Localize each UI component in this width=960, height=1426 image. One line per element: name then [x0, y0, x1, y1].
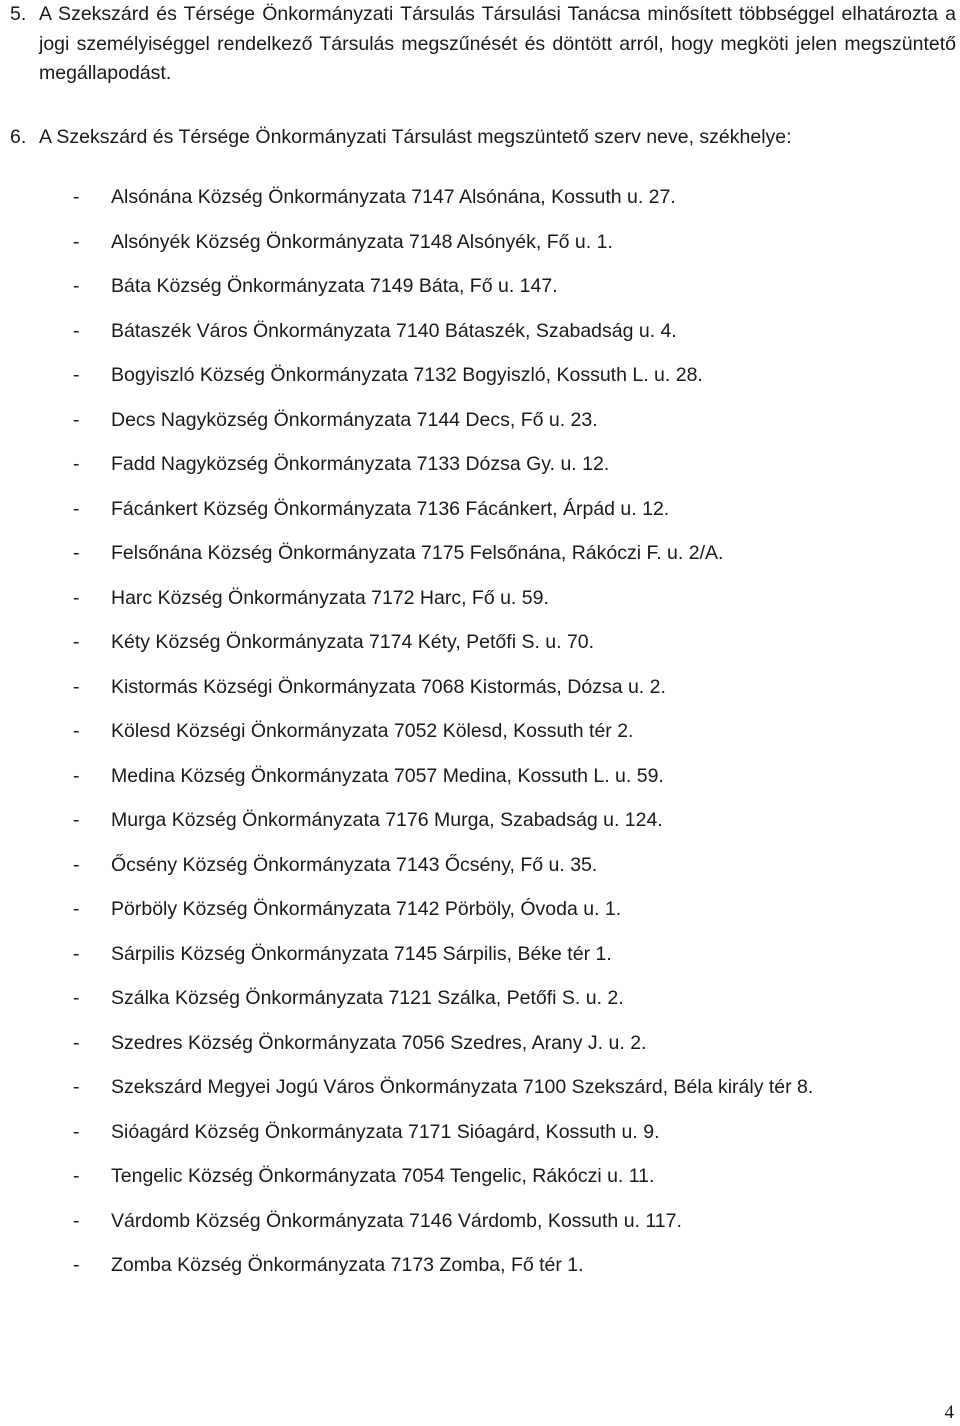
member-entry: Zomba Község Önkormányzata 7173 Zomba, Fő tér 1.	[111, 1254, 584, 1276]
member-entry: Őcsény Község Önkormányzata 7143 Őcsény, Fő u. 35.	[111, 853, 598, 876]
member-entry: Báta Község Önkormányzata 7149 Báta, Fő u. 147.	[111, 275, 558, 297]
member-entry: Bogyiszló Község Önkormányzata 7132 Bogyiszló, Kossuth L. u. 28.	[111, 364, 703, 386]
member-entry: Bátaszék Város Önkormányzata 7140 Bátaszék, Szabadság u. 4.	[111, 319, 677, 342]
list-item	[0, 984, 960, 1029]
list-item	[0, 183, 960, 228]
list-dash: -	[73, 675, 80, 698]
member-entry: Harc Község Önkormányzata 7172 Harc, Fő u. 59.	[111, 586, 549, 609]
member-municipality-list	[0, 183, 960, 1296]
list-item	[0, 539, 960, 584]
list-dash: -	[73, 1254, 80, 1276]
list-item	[0, 228, 960, 273]
list-dash: -	[73, 631, 80, 653]
page-number: 4	[944, 1402, 954, 1423]
list-dash: -	[73, 720, 80, 742]
list-dash: -	[73, 497, 80, 520]
list-dash: -	[73, 1209, 80, 1232]
list-item	[0, 317, 960, 362]
list-dash: -	[73, 364, 80, 386]
member-entry: Szedres Község Önkormányzata 7056 Szedres, Arany J. u. 2.	[111, 1031, 647, 1054]
list-dash: -	[73, 408, 80, 431]
numbered-paragraph-5	[10, 0, 956, 89]
list-item	[0, 895, 960, 940]
member-entry: Medina Község Önkormányzata 7057 Medina, Kossuth L. u. 59.	[111, 764, 664, 787]
list-item	[0, 806, 960, 851]
member-entry: Sárpilis Község Önkormányzata 7145 Sárpilis, Béke tér 1.	[111, 942, 612, 965]
member-entry: Decs Nagyközség Önkormányzata 7144 Decs, Fő u. 23.	[111, 408, 598, 431]
paragraph-text: A Szekszárd és Térsége Önkormányzati Társulást megszüntető szerv neve, székhelye:	[39, 126, 792, 148]
member-entry: Pörböly Község Önkormányzata 7142 Pörböly, Óvoda u. 1.	[111, 898, 622, 920]
member-entry: Murga Község Önkormányzata 7176 Murga, Szabadság u. 124.	[111, 809, 663, 831]
member-entry: Kistormás Községi Önkormányzata 7068 Kistormás, Dózsa u. 2.	[111, 675, 666, 698]
list-item	[0, 272, 960, 317]
list-item	[0, 717, 960, 762]
numbered-paragraph-6	[10, 123, 956, 153]
list-item	[0, 1251, 960, 1296]
list-item	[0, 584, 960, 629]
member-entry: Kölesd Községi Önkormányzata 7052 Kölesd, Kossuth tér 2.	[111, 720, 634, 742]
list-item	[0, 450, 960, 495]
list-item	[0, 1207, 960, 1252]
list-dash: -	[73, 809, 80, 831]
list-dash: -	[73, 1120, 80, 1143]
list-item	[0, 940, 960, 985]
paragraph-number: 6.	[10, 126, 27, 148]
list-dash: -	[73, 453, 80, 475]
list-item	[0, 361, 960, 406]
list-dash: -	[73, 898, 80, 920]
list-dash: -	[73, 186, 80, 208]
list-dash: -	[73, 1031, 80, 1054]
list-item	[0, 628, 960, 673]
list-item	[0, 1162, 960, 1207]
list-dash: -	[73, 230, 80, 253]
list-dash: -	[73, 987, 80, 1009]
member-entry: Alsónána Község Önkormányzata 7147 Alsónána, Kossuth u. 27.	[111, 186, 676, 208]
member-entry: Felsőnána Község Önkormányzata 7175 Felsőnána, Rákóczi F. u. 2/A.	[111, 542, 724, 564]
member-entry: Tengelic Község Önkormányzata 7054 Tengelic, Rákóczi u. 11.	[111, 1165, 655, 1187]
member-entry: Szekszárd Megyei Jogú Város Önkormányzata 7100 Szekszárd, Béla király tér 8.	[111, 1076, 814, 1098]
list-item	[0, 406, 960, 451]
member-entry: Kéty Község Önkormányzata 7174 Kéty, Petőfi S. u. 70.	[111, 631, 595, 653]
list-item	[0, 673, 960, 718]
member-entry: Fadd Nagyközség Önkormányzata 7133 Dózsa Gy. u. 12.	[111, 453, 610, 475]
member-entry: Várdomb Község Önkormányzata 7146 Várdomb, Kossuth u. 117.	[111, 1209, 682, 1232]
list-dash: -	[73, 764, 80, 787]
member-entry: Fácánkert Község Önkormányzata 7136 Fácánkert, Árpád u. 12.	[111, 497, 670, 520]
list-item	[0, 1118, 960, 1163]
list-item	[0, 762, 960, 807]
list-dash: -	[73, 1076, 80, 1098]
member-entry: Sióagárd Község Önkormányzata 7171 Sióagárd, Kossuth u. 9.	[111, 1120, 660, 1143]
list-dash: -	[73, 853, 80, 876]
list-item	[0, 851, 960, 896]
list-dash: -	[73, 275, 80, 297]
list-item	[0, 495, 960, 540]
list-item	[0, 1029, 960, 1074]
member-entry: Alsónyék Község Önkormányzata 7148 Alsónyék, Fő u. 1.	[111, 230, 613, 253]
member-entry: Szálka Község Önkormányzata 7121 Szálka, Petőfi S. u. 2.	[111, 987, 624, 1009]
paragraph-text: A Szekszárd és Térsége Önkormányzati Társulás Társulási Tanácsa minősített többséggel elhatározta a jogi személyiséggel rendelkező Társulás megszűnését és döntött arról, hogy megköti jelen megszüntető megállapodást.	[39, 3, 956, 84]
list-dash: -	[73, 942, 80, 965]
paragraph-number: 5.	[10, 3, 27, 25]
list-dash: -	[73, 586, 80, 609]
list-dash: -	[73, 542, 80, 564]
list-dash: -	[73, 1165, 80, 1187]
list-dash: -	[73, 319, 80, 342]
list-item	[0, 1073, 960, 1118]
